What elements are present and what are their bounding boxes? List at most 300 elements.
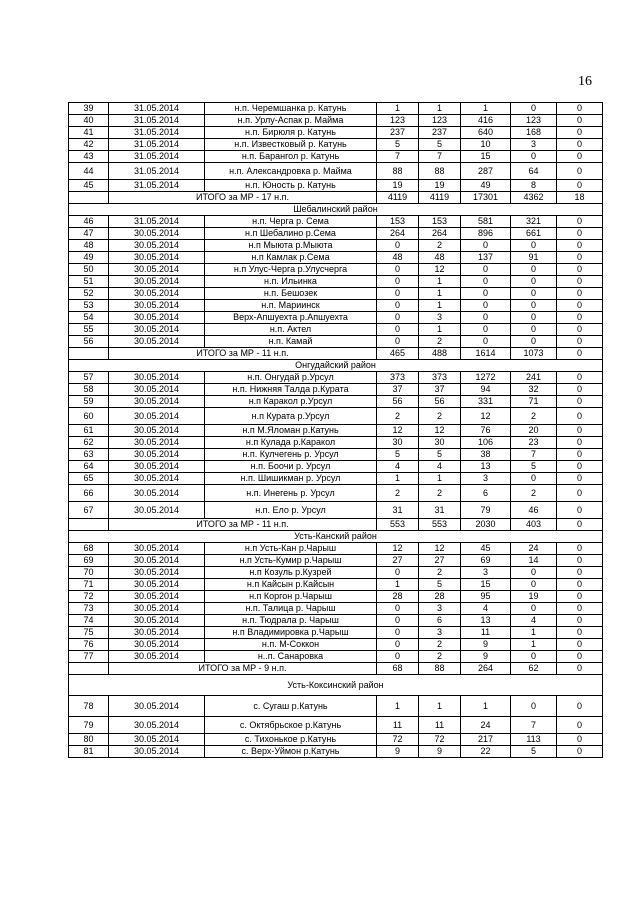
table-row	[69, 324, 603, 336]
row-settlement: с. Верх-Уймон р.Катунь	[205, 746, 377, 758]
row-number: 80	[69, 734, 109, 746]
total-label: ИТОГО за МР - 9 н.п.	[109, 663, 377, 675]
district-title: Шебалинский район	[69, 204, 603, 216]
row-value-5: 0	[557, 696, 603, 717]
row-settlement: н.п. Шишикман р. Урсул	[205, 473, 377, 485]
total-value-3: 17301	[461, 192, 511, 204]
table-row	[69, 579, 603, 591]
row-value-1: 0	[377, 240, 419, 252]
district-title: Усть-Канский район	[69, 531, 603, 543]
table-row	[69, 615, 603, 627]
row-value-3: 1	[461, 103, 511, 115]
row-date: 30.05.2014	[109, 312, 205, 324]
total-value-1: 4119	[377, 192, 419, 204]
row-value-1: 2	[377, 408, 419, 425]
row-value-3: 217	[461, 734, 511, 746]
row-value-1: 0	[377, 627, 419, 639]
district-title: Усть-Коксинский район	[69, 675, 603, 696]
row-value-3: 11	[461, 627, 511, 639]
row-date: 30.05.2014	[109, 300, 205, 312]
total-value-2: 4119	[419, 192, 461, 204]
row-value-4: 0	[511, 473, 557, 485]
row-number: 62	[69, 437, 109, 449]
table-row	[69, 151, 603, 163]
row-date: 30.05.2014	[109, 324, 205, 336]
row-value-3: 24	[461, 717, 511, 734]
row-value-2: 19	[419, 180, 461, 192]
row-value-1: 7	[377, 151, 419, 163]
row-value-3: 0	[461, 312, 511, 324]
row-date: 30.05.2014	[109, 603, 205, 615]
row-value-1: 12	[377, 543, 419, 555]
row-value-5: 0	[557, 372, 603, 384]
row-value-3: 3	[461, 473, 511, 485]
total-value-1: 465	[377, 348, 419, 360]
table-row	[69, 461, 603, 473]
row-number: 71	[69, 579, 109, 591]
row-settlement: н..п. Санаровка	[205, 651, 377, 663]
row-settlement: н.п. Камай	[205, 336, 377, 348]
row-value-3: 15	[461, 151, 511, 163]
row-settlement: н.п. Барангол р. Катунь	[205, 151, 377, 163]
row-value-5: 0	[557, 103, 603, 115]
table-row	[69, 591, 603, 603]
row-value-5: 0	[557, 216, 603, 228]
row-number: 58	[69, 384, 109, 396]
row-value-5: 0	[557, 276, 603, 288]
row-date: 30.05.2014	[109, 461, 205, 473]
row-number: 41	[69, 127, 109, 139]
row-settlement: н.п Каракол р.Урсул	[205, 396, 377, 408]
row-value-4: 32	[511, 384, 557, 396]
table-row	[69, 425, 603, 437]
row-number: 69	[69, 555, 109, 567]
table-row	[69, 449, 603, 461]
row-number: 64	[69, 461, 109, 473]
row-value-3: 3	[461, 567, 511, 579]
row-date: 30.05.2014	[109, 696, 205, 717]
district-total-row	[69, 519, 603, 531]
row-value-4: 5	[511, 746, 557, 758]
row-value-2: 5	[419, 139, 461, 151]
row-date: 30.05.2014	[109, 336, 205, 348]
row-date: 30.05.2014	[109, 473, 205, 485]
row-value-5: 0	[557, 312, 603, 324]
table-row	[69, 543, 603, 555]
row-value-4: 661	[511, 228, 557, 240]
total-value-4: 403	[511, 519, 557, 531]
row-date: 30.05.2014	[109, 627, 205, 639]
table-row	[69, 252, 603, 264]
total-value-3: 2030	[461, 519, 511, 531]
row-value-2: 3	[419, 627, 461, 639]
row-date: 30.05.2014	[109, 384, 205, 396]
row-number: 49	[69, 252, 109, 264]
total-value-5: 18	[557, 192, 603, 204]
row-value-3: 0	[461, 288, 511, 300]
row-settlement: н.п Владимировка р.Чарыш	[205, 627, 377, 639]
row-settlement: н.п. Инегень р. Урсул	[205, 485, 377, 502]
row-value-2: 2	[419, 240, 461, 252]
row-settlement: н.п Козуль р.Кузрей	[205, 567, 377, 579]
row-value-2: 12	[419, 425, 461, 437]
row-value-4: 168	[511, 127, 557, 139]
row-value-3: 76	[461, 425, 511, 437]
row-number: 74	[69, 615, 109, 627]
row-value-2: 1	[419, 288, 461, 300]
total-value-2: 88	[419, 663, 461, 675]
table-row	[69, 696, 603, 717]
row-number: 81	[69, 746, 109, 758]
row-value-5: 0	[557, 300, 603, 312]
row-value-3: 9	[461, 639, 511, 651]
row-value-2: 30	[419, 437, 461, 449]
row-number: 59	[69, 396, 109, 408]
row-value-5: 0	[557, 127, 603, 139]
row-value-2: 28	[419, 591, 461, 603]
row-value-1: 0	[377, 312, 419, 324]
row-date: 30.05.2014	[109, 396, 205, 408]
table-row	[69, 734, 603, 746]
row-date: 31.05.2014	[109, 127, 205, 139]
row-number: 54	[69, 312, 109, 324]
row-settlement: н.п Коргон р.Чарыш	[205, 591, 377, 603]
row-value-3: 69	[461, 555, 511, 567]
row-value-2: 88	[419, 163, 461, 180]
district-header-row	[69, 360, 603, 372]
row-settlement: н.п. Онгудай р.Урсул	[205, 372, 377, 384]
row-value-3: 1	[461, 696, 511, 717]
row-settlement: н.п Кайсын р.Кайсын	[205, 579, 377, 591]
row-number: 66	[69, 485, 109, 502]
row-value-4: 3	[511, 139, 557, 151]
row-value-3: 1272	[461, 372, 511, 384]
row-value-3: 0	[461, 336, 511, 348]
row-value-1: 2	[377, 485, 419, 502]
row-value-5: 0	[557, 591, 603, 603]
district-header-row	[69, 531, 603, 543]
row-value-1: 4	[377, 461, 419, 473]
row-value-4: 64	[511, 163, 557, 180]
row-number: 63	[69, 449, 109, 461]
row-value-1: 0	[377, 288, 419, 300]
table-row	[69, 651, 603, 663]
table-row	[69, 312, 603, 324]
row-value-3: 13	[461, 461, 511, 473]
row-date: 30.05.2014	[109, 543, 205, 555]
row-settlement: н.п Усть-Кан р.Чарыш	[205, 543, 377, 555]
row-value-2: 2	[419, 567, 461, 579]
row-value-4: 7	[511, 449, 557, 461]
row-value-1: 28	[377, 591, 419, 603]
row-date: 31.05.2014	[109, 216, 205, 228]
row-value-4: 24	[511, 543, 557, 555]
district-header-row	[69, 675, 603, 696]
row-settlement: н.п. Талица р. Чарыш	[205, 603, 377, 615]
row-value-2: 6	[419, 615, 461, 627]
row-value-2: 1	[419, 300, 461, 312]
row-settlement: Верх-Апшуехта р.Апшуехта	[205, 312, 377, 324]
total-label: ИТОГО за МР - 17 н.п.	[109, 192, 377, 204]
row-settlement: н.п. Боочи р. Урсул	[205, 461, 377, 473]
row-value-2: 4	[419, 461, 461, 473]
total-value-5: 0	[557, 519, 603, 531]
row-value-5: 0	[557, 615, 603, 627]
row-settlement: н.п Улус-Черга р.Улусчерга	[205, 264, 377, 276]
row-value-4: 0	[511, 312, 557, 324]
table-row	[69, 485, 603, 502]
row-value-4: 19	[511, 591, 557, 603]
row-number: 76	[69, 639, 109, 651]
row-value-3: 22	[461, 746, 511, 758]
row-value-5: 0	[557, 473, 603, 485]
row-value-1: 0	[377, 324, 419, 336]
row-value-1: 37	[377, 384, 419, 396]
table-row	[69, 115, 603, 127]
row-number: 53	[69, 300, 109, 312]
row-value-2: 2	[419, 336, 461, 348]
row-number: 42	[69, 139, 109, 151]
row-value-4: 4	[511, 615, 557, 627]
total-value-2: 553	[419, 519, 461, 531]
row-date: 30.05.2014	[109, 579, 205, 591]
row-value-3: 45	[461, 543, 511, 555]
row-value-3: 4	[461, 603, 511, 615]
row-value-5: 0	[557, 163, 603, 180]
row-value-2: 264	[419, 228, 461, 240]
table-row	[69, 555, 603, 567]
district-total-row	[69, 663, 603, 675]
row-value-2: 12	[419, 264, 461, 276]
district-title: Онгудайский район	[69, 360, 603, 372]
row-value-1: 1	[377, 579, 419, 591]
row-settlement: н.п Усть-Кумир р.Чарыш	[205, 555, 377, 567]
table-row	[69, 103, 603, 115]
row-settlement: н.п М.Яломан р.Катунь	[205, 425, 377, 437]
row-value-5: 0	[557, 627, 603, 639]
row-value-1: 373	[377, 372, 419, 384]
row-settlement: н.п. Александровка р. Майма	[205, 163, 377, 180]
row-value-4: 91	[511, 252, 557, 264]
row-value-4: 0	[511, 567, 557, 579]
row-date: 30.05.2014	[109, 288, 205, 300]
row-date: 30.05.2014	[109, 485, 205, 502]
table-row	[69, 216, 603, 228]
row-value-2: 37	[419, 384, 461, 396]
page-number: 16	[578, 74, 592, 89]
row-value-1: 27	[377, 555, 419, 567]
table-row	[69, 717, 603, 734]
row-settlement: н.п Мыюта р.Мыюта	[205, 240, 377, 252]
row-value-4: 0	[511, 696, 557, 717]
table-row	[69, 300, 603, 312]
row-value-4: 5	[511, 461, 557, 473]
row-number: 48	[69, 240, 109, 252]
row-value-2: 2	[419, 651, 461, 663]
row-settlement: н.п. Известковый р. Катунь	[205, 139, 377, 151]
row-value-2: 11	[419, 717, 461, 734]
row-value-1: 56	[377, 396, 419, 408]
row-date: 31.05.2014	[109, 180, 205, 192]
row-value-1: 123	[377, 115, 419, 127]
row-value-1: 0	[377, 300, 419, 312]
row-settlement: н.п. Бирюля р. Катунь	[205, 127, 377, 139]
row-value-4: 7	[511, 717, 557, 734]
row-value-2: 2	[419, 408, 461, 425]
table-row	[69, 746, 603, 758]
row-number: 51	[69, 276, 109, 288]
row-value-1: 0	[377, 615, 419, 627]
row-settlement: н.п. Кулчегень р. Урсул	[205, 449, 377, 461]
row-value-4: 0	[511, 264, 557, 276]
table-row	[69, 163, 603, 180]
table-row	[69, 276, 603, 288]
row-value-5: 0	[557, 396, 603, 408]
table-row	[69, 372, 603, 384]
row-value-1: 0	[377, 651, 419, 663]
row-value-5: 0	[557, 384, 603, 396]
row-value-5: 0	[557, 228, 603, 240]
row-value-5: 0	[557, 408, 603, 425]
row-number: 52	[69, 288, 109, 300]
table-row	[69, 502, 603, 519]
row-settlement: н.п. Черга р. Сема	[205, 216, 377, 228]
row-number: 44	[69, 163, 109, 180]
row-date: 30.05.2014	[109, 734, 205, 746]
row-value-5: 0	[557, 139, 603, 151]
total-blank	[69, 192, 109, 204]
row-value-5: 0	[557, 734, 603, 746]
row-date: 30.05.2014	[109, 639, 205, 651]
row-value-3: 38	[461, 449, 511, 461]
row-number: 56	[69, 336, 109, 348]
row-number: 78	[69, 696, 109, 717]
row-value-2: 48	[419, 252, 461, 264]
row-value-4: 0	[511, 276, 557, 288]
row-value-4: 20	[511, 425, 557, 437]
district-total-row	[69, 192, 603, 204]
row-value-2: 9	[419, 746, 461, 758]
table-row	[69, 228, 603, 240]
table-row	[69, 180, 603, 192]
row-date: 31.05.2014	[109, 151, 205, 163]
row-value-3: 896	[461, 228, 511, 240]
row-number: 65	[69, 473, 109, 485]
row-value-5: 0	[557, 651, 603, 663]
row-settlement: н.п. М-Соккон	[205, 639, 377, 651]
total-value-3: 1614	[461, 348, 511, 360]
row-settlement: с. Сугаш р.Катунь	[205, 696, 377, 717]
row-value-5: 0	[557, 567, 603, 579]
row-value-2: 237	[419, 127, 461, 139]
row-value-4: 0	[511, 288, 557, 300]
row-date: 30.05.2014	[109, 567, 205, 579]
row-date: 30.05.2014	[109, 651, 205, 663]
row-number: 57	[69, 372, 109, 384]
row-value-3: 0	[461, 324, 511, 336]
row-number: 73	[69, 603, 109, 615]
row-value-4: 241	[511, 372, 557, 384]
row-value-1: 0	[377, 639, 419, 651]
row-value-5: 0	[557, 425, 603, 437]
row-value-3: 13	[461, 615, 511, 627]
total-blank	[69, 519, 109, 531]
row-value-5: 0	[557, 240, 603, 252]
row-date: 30.05.2014	[109, 425, 205, 437]
row-value-2: 1	[419, 103, 461, 115]
row-value-1: 0	[377, 276, 419, 288]
row-value-1: 0	[377, 603, 419, 615]
row-value-5: 0	[557, 485, 603, 502]
row-number: 77	[69, 651, 109, 663]
row-value-2: 2	[419, 485, 461, 502]
row-value-3: 10	[461, 139, 511, 151]
row-date: 30.05.2014	[109, 591, 205, 603]
row-value-4: 0	[511, 300, 557, 312]
row-value-2: 3	[419, 312, 461, 324]
total-label: ИТОГО за МР - 11 н.п.	[109, 519, 377, 531]
row-date: 30.05.2014	[109, 717, 205, 734]
row-value-2: 3	[419, 603, 461, 615]
total-blank	[69, 348, 109, 360]
row-value-2: 31	[419, 502, 461, 519]
table-row	[69, 288, 603, 300]
row-value-4: 0	[511, 651, 557, 663]
row-value-1: 48	[377, 252, 419, 264]
row-date: 30.05.2014	[109, 228, 205, 240]
row-value-3: 331	[461, 396, 511, 408]
row-settlement: н.п Камлак р.Сема	[205, 252, 377, 264]
row-value-3: 6	[461, 485, 511, 502]
row-number: 67	[69, 502, 109, 519]
total-value-5: 0	[557, 348, 603, 360]
row-settlement: с. Октябрьское р.Катунь	[205, 717, 377, 734]
row-value-3: 640	[461, 127, 511, 139]
row-settlement: н.п Кулада р.Каракол	[205, 437, 377, 449]
row-settlement: н.п Курата р.Урсул	[205, 408, 377, 425]
row-value-5: 0	[557, 180, 603, 192]
row-date: 31.05.2014	[109, 115, 205, 127]
row-number: 40	[69, 115, 109, 127]
row-settlement: н.п. Ильинка	[205, 276, 377, 288]
row-number: 60	[69, 408, 109, 425]
row-value-1: 72	[377, 734, 419, 746]
row-value-5: 0	[557, 336, 603, 348]
row-value-2: 27	[419, 555, 461, 567]
row-value-4: 23	[511, 437, 557, 449]
row-value-2: 5	[419, 579, 461, 591]
row-value-1: 264	[377, 228, 419, 240]
row-date: 30.05.2014	[109, 240, 205, 252]
table-row	[69, 396, 603, 408]
row-value-5: 0	[557, 437, 603, 449]
row-number: 55	[69, 324, 109, 336]
row-number: 50	[69, 264, 109, 276]
row-value-1: 0	[377, 336, 419, 348]
row-value-5: 0	[557, 639, 603, 651]
row-value-3: 581	[461, 216, 511, 228]
row-value-1: 5	[377, 449, 419, 461]
row-value-1: 30	[377, 437, 419, 449]
row-date: 30.05.2014	[109, 408, 205, 425]
row-number: 45	[69, 180, 109, 192]
row-number: 61	[69, 425, 109, 437]
row-value-3: 9	[461, 651, 511, 663]
row-value-2: 2	[419, 639, 461, 651]
row-value-4: 2	[511, 408, 557, 425]
row-date: 30.05.2014	[109, 555, 205, 567]
row-value-3: 79	[461, 502, 511, 519]
